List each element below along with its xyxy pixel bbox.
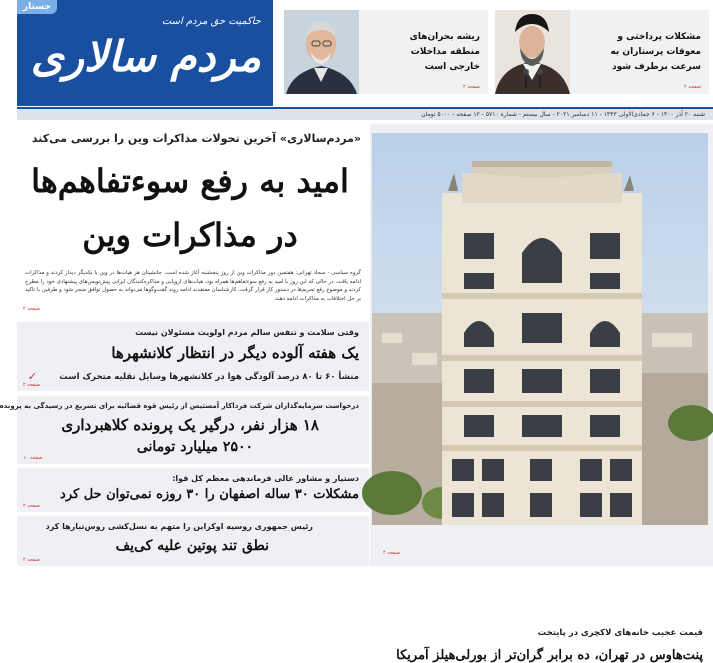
news-story[interactable] bbox=[17, 466, 369, 512]
page-ref: صفحه ۴ bbox=[383, 550, 400, 556]
lead-headline-line: امید به رفع سوءتفاهم‌ها bbox=[31, 162, 349, 200]
page-ref: صفحه ۱۰ bbox=[23, 455, 43, 461]
story-kicker: وقتی سلامت و تنفس سالم مردم اولویت مسئولان نیست bbox=[135, 328, 359, 337]
photo-headline: پنت‌هاوس در تهران، ده برابر گران‌تر از بورلی‌هیلز آمریکا bbox=[396, 648, 703, 663]
page-ref: صفحه ۲ bbox=[23, 306, 40, 312]
page-ref: صفحه ۲ bbox=[23, 557, 40, 563]
masthead-badge: جستار bbox=[17, 0, 57, 14]
lead-story[interactable] bbox=[17, 124, 369, 314]
story-kicker: درخواست سرمایه‌گذاران شرکت فرداکار آمستیس از رئیس قوه قضائیه برای تسریع در رسیدگی به پرونده bbox=[0, 402, 359, 410]
story-kicker: دستیار و مشاور عالی فرماندهی معظم کل قوا: bbox=[172, 474, 359, 483]
masthead bbox=[17, 0, 273, 106]
teaser-title: مشکلات پرداختی و معوقات پرستاران به سرعت برطرف شود bbox=[610, 32, 701, 72]
story-headline: یک هفته آلوده دیگر در انتظار کلانشهرها bbox=[111, 344, 359, 362]
top-teaser[interactable] bbox=[284, 10, 488, 94]
news-story[interactable] bbox=[17, 320, 369, 391]
photo-story[interactable] bbox=[370, 124, 713, 663]
story-headline: نطق تند پوتین علیه کی‌یف bbox=[115, 538, 269, 554]
lead-kicker: «مردم‌سالاری» آخرین تحولات مذاکرات وین را بررسی می‌کند bbox=[31, 132, 361, 145]
photo-caption: قیمت عجیب خانه‌های لاکچری در پایتخت bbox=[537, 628, 703, 638]
story-kicker: رئیس جمهوری روسیه اوکراین را متهم به نسل‌کشی روس‌تبارها کرد bbox=[45, 522, 313, 531]
page-ref: صفحه ۲ bbox=[463, 84, 480, 90]
story-headline: مشکلات ۳۰ ساله اصفهان را ۳۰ روزه نمی‌توان حل کرد bbox=[60, 487, 359, 502]
building-photo bbox=[372, 133, 708, 525]
portrait-photo bbox=[495, 10, 570, 94]
page-ref: صفحه ۲ bbox=[684, 84, 701, 90]
lead-headline-line: در مذاکرات وین bbox=[82, 216, 298, 254]
page-ref: صفحه ۲ bbox=[23, 503, 40, 509]
news-story[interactable] bbox=[17, 514, 369, 566]
top-teaser[interactable] bbox=[495, 10, 709, 94]
news-story[interactable] bbox=[0, 394, 369, 464]
story-headline-continued: ۲۵۰۰ میلیارد تومانی bbox=[136, 439, 253, 455]
lead-headline bbox=[25, 154, 355, 262]
newspaper-logo: مردم سالاری bbox=[30, 32, 261, 81]
teaser-title: ریشه بحران‌های منطقه مداخلات خارجی است bbox=[409, 32, 480, 72]
masthead-tagline: حاکمیت حق مردم است bbox=[161, 16, 261, 27]
checkmark-icon: ✓ bbox=[27, 370, 37, 383]
lead-body: گروه سیاسی - سجاد تهرانی: هفتمین دور مذاکرات وین از روز پنجشنبه آغاز شده است. جانشینان هر هیات‌ها در وین با یکدیگر دیدار کردند و مذاکرات ادامه یافت. در حالی که این روز با امید به رفع سوءتفاهم‌ها همراه بود، هیات‌های اروپایی و مذاکره‌کنندگان ایرانی پیش‌نویس‌های پیشنهادی خود را مطرح کردند و موضوع رفع تحریم‌ها در دستور کار قرار گرفت. کارشناسان معتقدند ادامه روند گفت‌وگوها می‌تواند به حصول توافق منجر شود و طرفین با تاکید بر حل اختلافات به مذاکرات ادامه دهند. bbox=[25, 270, 361, 302]
dateline: شنبه ۲۰ آذر ۱۴۰۰ - ۶ جمادی‌الاولی ۱۴۴۳ - ۱۱ دسامبر ۲۰۲۱ - سال بیستم - شماره ۵۷۱۰ - ۱۲ صفحه - ۵۰۰۰ تومان bbox=[17, 107, 713, 120]
portrait-photo bbox=[284, 10, 359, 94]
page-ref: صفحه ۲ bbox=[23, 382, 40, 388]
story-subhead: منشأ ۶۰ تا ۸۰ درصد آلودگی هوا در کلانشهرها وسایل نقلیه متحرک است bbox=[59, 372, 359, 382]
story-headline: ۱۸ هزار نفر، درگیر یک پرونده کلاهبرداری bbox=[61, 416, 319, 434]
